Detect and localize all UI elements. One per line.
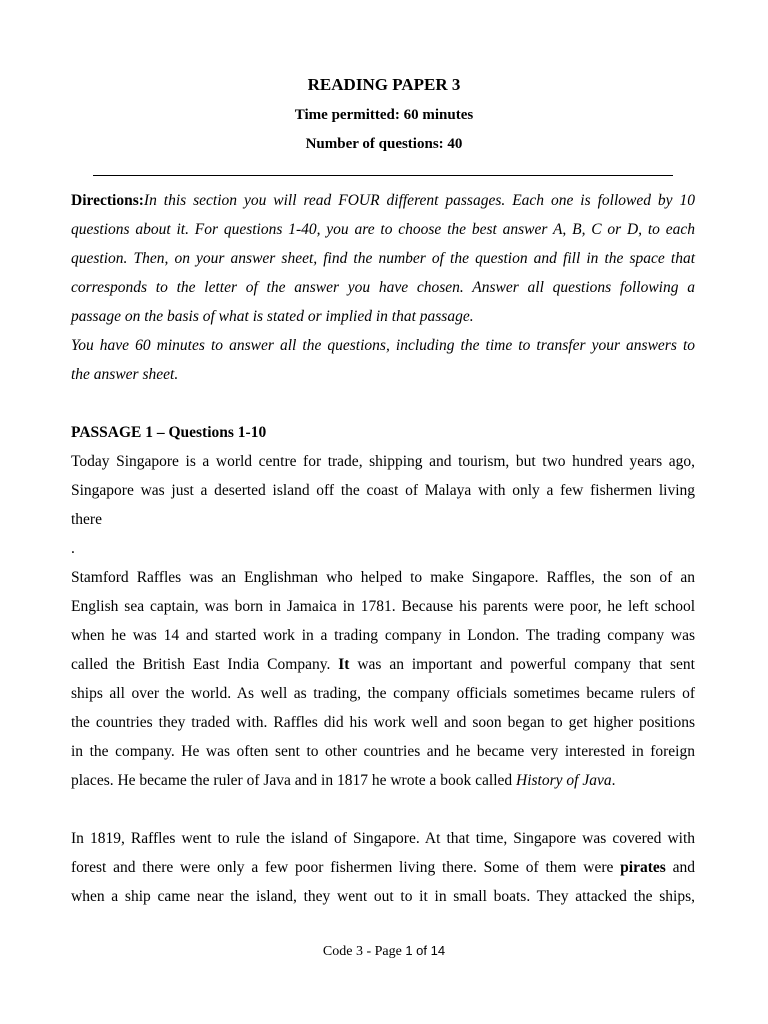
passage-line xyxy=(71,655,695,675)
passage-text: . xyxy=(611,772,616,789)
directions-line-4: corresponds to the letter of the answer you have chosen. Answer all questions following a xyxy=(71,279,695,296)
passage-text: and xyxy=(665,859,695,876)
passage-line: when he was 14 and started work in a trading company in London. The trading company was xyxy=(71,627,695,644)
passage-line: Singapore was just a deserted island off the coast of Malaya with only a few fishermen living xyxy=(71,482,695,499)
passage-line xyxy=(71,858,695,878)
passage-line: there xyxy=(71,511,102,528)
passage-text: forest and there were only a few poor fishermen living there. Some of them were xyxy=(71,859,621,876)
directions-text-1: In this section you will read FOUR different passages. Each one is followed by 10 xyxy=(143,192,695,209)
time-permitted: Time permitted: 60 minutes xyxy=(294,107,474,123)
directions-label: Directions: xyxy=(71,192,144,209)
passage-line: Stamford Raffles was an Englishman who helped to make Singapore. Raffles, the son of an xyxy=(71,569,695,586)
directions-line-6: You have 60 minutes to answer all the questions, including the time to transfer your answers to xyxy=(71,337,695,354)
passage-line: in the company. He was often sent to other countries and he became very interested in foreign xyxy=(71,743,695,760)
book-title: History of Java xyxy=(516,772,612,789)
passage-heading: PASSAGE 1 – Questions 1-10 xyxy=(71,424,267,441)
passage-line: Today Singapore is a world centre for trade, shipping and tourism, but two hundred years ago, xyxy=(71,453,695,470)
directions-line-2: questions about it. For questions 1-40, you are to choose the best answer A, B, C or D, to each xyxy=(71,221,695,238)
passage-line: In 1819, Raffles went to rule the island of Singapore. At that time, Singapore was covered with xyxy=(71,830,695,847)
directions-line-3: question. Then, on your answer sheet, find the number of the question and fill in the space that xyxy=(71,250,695,267)
footer-code: Code 3 - Page xyxy=(322,944,406,959)
directions-line-7: the answer sheet. xyxy=(71,366,179,383)
passage-line: when a ship came near the island, they went out to it in small boats. They attacked the ships, xyxy=(71,888,695,905)
passage-text: places. He became the ruler of Java and in 1817 he wrote a book called xyxy=(71,772,517,789)
directions-line-5: passage on the basis of what is stated or implied in that passage. xyxy=(71,308,474,325)
passage-text: was an important and powerful company that sent xyxy=(349,656,695,673)
passage-text: called the British East India Company. xyxy=(71,656,339,673)
passage-line: English sea captain, was born in Jamaica in 1781. Because his parents were poor, he left school xyxy=(71,598,695,615)
passage-line: the countries they traded with. Raffles did his work well and soon began to get higher positions xyxy=(71,714,695,731)
directions-line-1 xyxy=(71,191,695,211)
footer-page-number: 1 of 14 xyxy=(405,943,446,958)
page-footer xyxy=(0,942,768,961)
passage-line xyxy=(71,771,695,791)
paper-title: READING PAPER 3 xyxy=(307,75,461,94)
highlighted-word-it: It xyxy=(338,656,350,673)
header-divider xyxy=(93,175,673,176)
highlighted-word-pirates: pirates xyxy=(620,859,666,876)
passage-line: ships all over the world. As well as trading, the company officials sometimes became rulers of xyxy=(71,685,695,702)
number-of-questions: Number of questions: 40 xyxy=(305,136,463,152)
passage-line: . xyxy=(71,540,75,557)
